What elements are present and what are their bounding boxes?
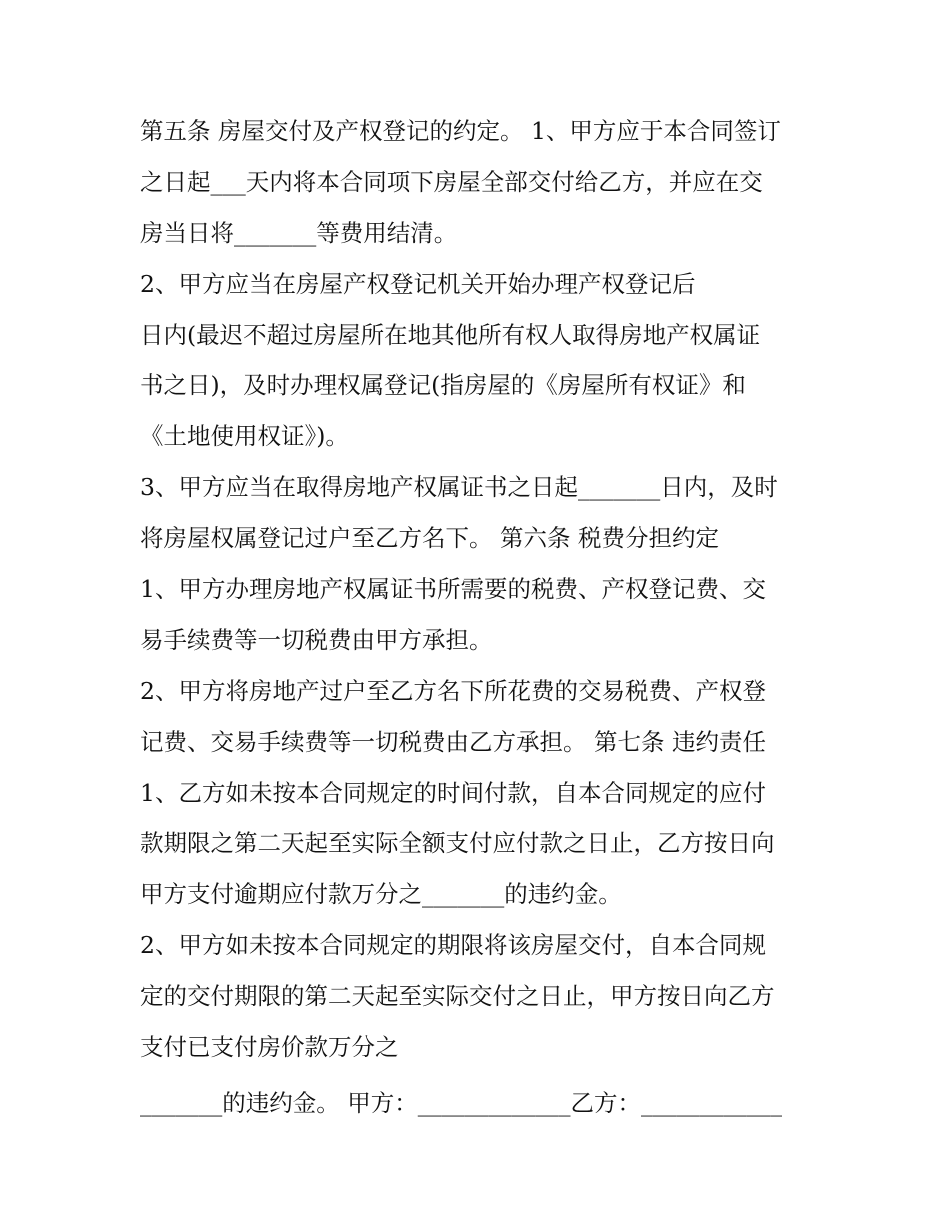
text-line: 记费、交易手续费等一切税费由乙方承担。 第七条 违约责任 xyxy=(140,727,766,756)
text-line: 支付已支付房价款万分之 xyxy=(140,1033,399,1062)
contract-text xyxy=(140,106,830,1129)
text-line: 之日起___天内将本合同项下房屋全部交付给乙方，并应在交 xyxy=(140,167,763,196)
text-line: 书之日)，及时办理权属登记(指房屋的《房屋所有权证》和 xyxy=(140,371,746,400)
text-line: 房当日将_______等费用结清。 xyxy=(140,218,458,247)
text-line: 1、乙方如未按本合同规定的时间付款，自本合同规定的应付 xyxy=(140,778,766,807)
text-line: 将房屋权属登记过户至乙方名下。 第六条 税费分担约定 xyxy=(140,524,719,553)
text-line: 易手续费等一切税费由甲方承担。 xyxy=(140,625,493,654)
signature-line: _______的违约金。 甲方：_____________乙方：____________ xyxy=(140,1088,782,1117)
text-line: 款期限之第二天起至实际全额支付应付款之日止，乙方按日向 xyxy=(140,829,775,858)
text-line: 2、甲方如未按本合同规定的期限将该房屋交付，自本合同规 xyxy=(140,931,766,960)
text-line: 2、甲方将房地产过户至乙方名下所花费的交易税费、产权登 xyxy=(140,676,766,705)
text-line: 2、甲方应当在房屋产权登记机关开始办理产权登记后 xyxy=(140,269,696,298)
text-line: 日内(最迟不超过房屋所在地其他所有权人取得房地产权属证 xyxy=(140,320,761,349)
text-line: 《土地使用权证》)。 xyxy=(140,422,349,451)
text-line: 3、甲方应当在取得房地产权属证书之日起_______日内，及时 xyxy=(140,473,778,502)
text-line: 定的交付期限的第二天起至实际交付之日止，甲方按日向乙方 xyxy=(140,982,775,1011)
text-line: 第五条 房屋交付及产权登记的约定。 1、甲方应于本合同签订 xyxy=(140,117,781,145)
text-line: 1、甲方办理房地产权属证书所需要的税费、产权登记费、交 xyxy=(140,575,766,604)
text-line: 甲方支付逾期应付款万分之_______的违约金。 xyxy=(140,880,622,909)
